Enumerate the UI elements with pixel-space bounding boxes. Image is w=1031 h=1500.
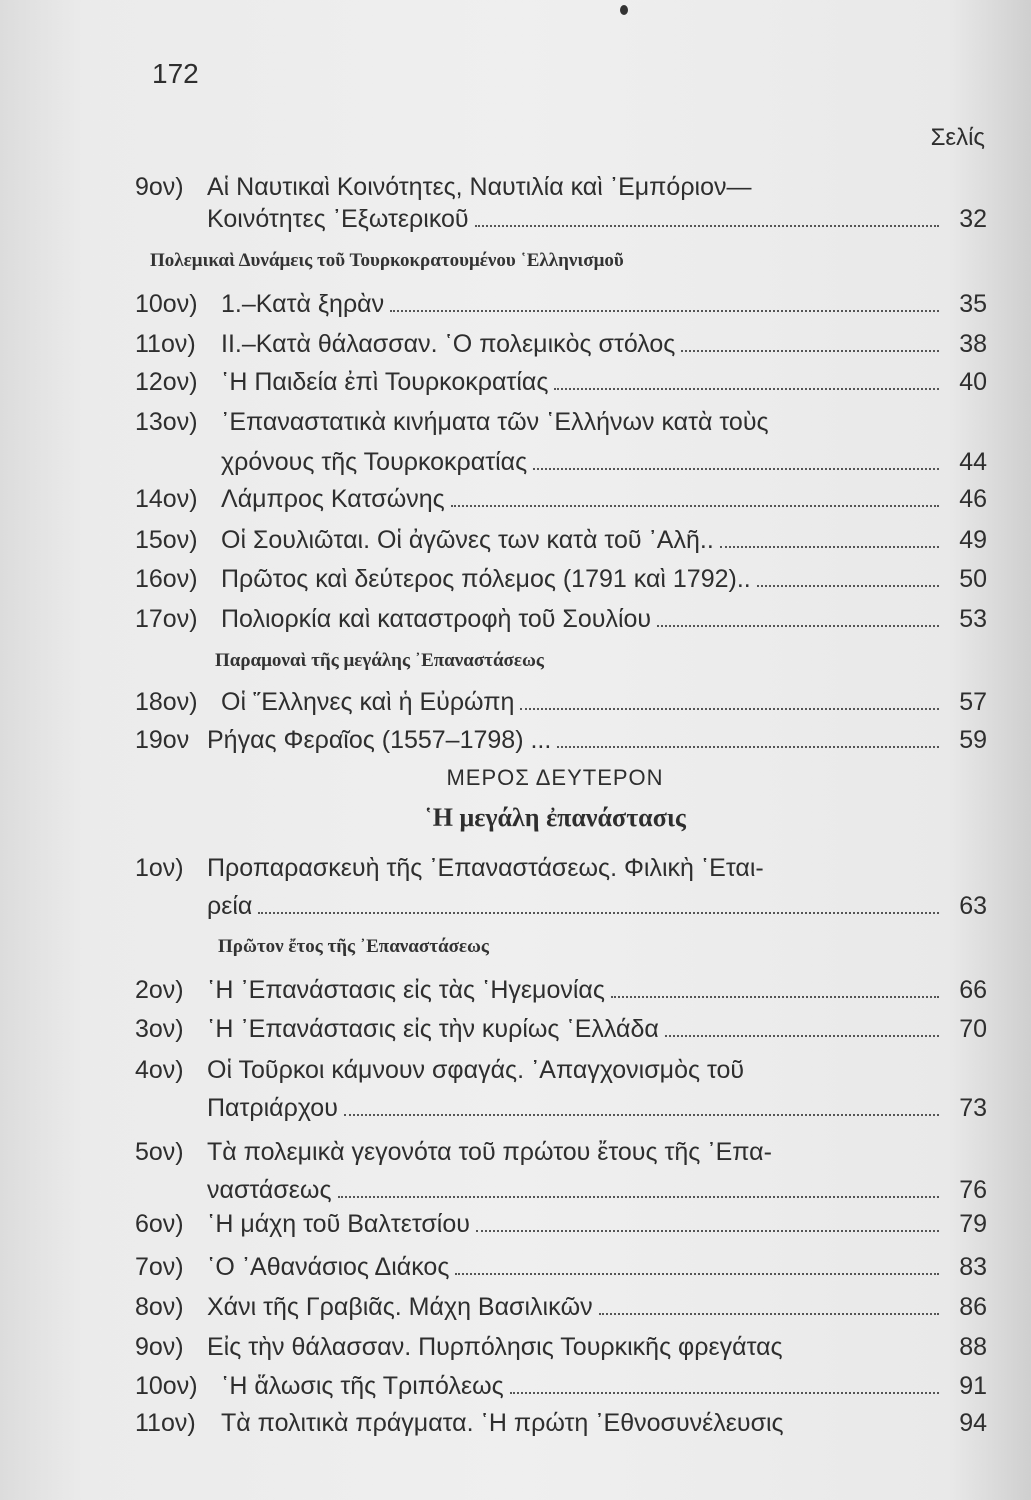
entry-number: 10ον) — [135, 290, 198, 318]
toc-entry[interactable] — [135, 849, 987, 883]
entry-number: 15ον) — [135, 526, 198, 554]
part-heading: ΜΕΡΟΣ ΔΕΥΤΕΡΟΝ — [446, 765, 664, 790]
entry-number: 9ον) — [135, 173, 184, 201]
entry-title-continuation: ναστάσεως — [207, 1176, 332, 1204]
toc-entry[interactable] — [135, 168, 987, 202]
dot-leader — [390, 310, 939, 312]
entry-number: 11ον) — [135, 330, 196, 358]
entry-title: Ρήγας Φεραῖος (1557–1798) ... — [207, 726, 552, 754]
entry-page: 49 — [959, 526, 987, 554]
toc-entry[interactable] — [135, 1288, 987, 1322]
toc-entry[interactable] — [135, 1010, 987, 1044]
entry-title: Πρῶτος καὶ δεύτερος πόλεμος (1791 καὶ 1792).. — [221, 565, 751, 593]
toc-entry[interactable] — [135, 1248, 987, 1282]
entry-page: 86 — [959, 1293, 987, 1321]
entry-number: 19ον — [135, 726, 190, 754]
entry-page: 40 — [959, 368, 987, 396]
dot-leader — [455, 1273, 939, 1275]
dot-leader — [720, 546, 939, 548]
toc-entry[interactable] — [135, 1205, 987, 1239]
dot-leader — [554, 388, 939, 390]
dot-leader — [510, 1392, 939, 1394]
entry-page: 46 — [959, 485, 987, 513]
entry-page: 66 — [959, 976, 987, 1004]
toc-entry-continuation[interactable] — [135, 200, 987, 234]
entry-page: 79 — [959, 1210, 987, 1238]
entry-number: 12ον) — [135, 368, 198, 396]
entry-title: ῾Η Παιδεία ἐπὶ Τουρκοκρατίας — [221, 368, 549, 396]
entry-title: ῾Η ἅλωσις τῆς Τριπόλεως — [221, 1372, 504, 1400]
entry-page: 88 — [959, 1333, 987, 1361]
dot-leader — [657, 625, 939, 627]
entry-page: 83 — [959, 1253, 987, 1281]
dot-leader — [520, 708, 939, 710]
entry-title: Πολιορκία καὶ καταστροφὴ τοῦ Σουλίου — [221, 605, 652, 633]
section-heading: Πολεμικαὶ Δυνάμεις τοῦ Τουρκοκρατουμένου ῾Ελληνισμοῦ — [150, 250, 624, 271]
toc-entry[interactable] — [135, 1404, 987, 1438]
entry-page: 63 — [959, 892, 987, 920]
toc-entry[interactable] — [135, 363, 987, 397]
ink-speck — [620, 5, 628, 15]
entry-title: Οἱ ῞Ελληνες καὶ ἡ Εὐρώπη — [221, 688, 515, 716]
toc-entry[interactable] — [135, 403, 987, 437]
dot-leader — [557, 746, 939, 748]
entry-title: Λάμπρος Κατσώνης — [221, 485, 445, 513]
entry-title: Οἱ Τοῦρκοι κάμνουν σφαγάς. ᾿Απαγχονισμὸς τοῦ — [207, 1056, 745, 1084]
entry-page: 91 — [959, 1372, 987, 1400]
entry-number: 16ον) — [135, 565, 198, 593]
entry-number: 13ον) — [135, 408, 198, 436]
entry-number: 14ον) — [135, 485, 198, 513]
entry-title: Χάνι τῆς Γραβιᾶς. Μάχη Βασιλικῶν — [207, 1293, 593, 1321]
toc-entry[interactable] — [135, 683, 987, 717]
toc-entry[interactable] — [135, 600, 987, 634]
toc-entry-continuation[interactable] — [135, 443, 987, 477]
dot-leader — [665, 1035, 939, 1037]
toc-entry-continuation[interactable] — [135, 1089, 987, 1123]
entry-page: 50 — [959, 565, 987, 593]
toc-entry[interactable] — [135, 1367, 987, 1401]
entry-number: 11ον) — [135, 1409, 196, 1437]
toc-entry[interactable] — [135, 285, 987, 319]
toc-entry[interactable] — [135, 1051, 987, 1085]
toc-entry-continuation[interactable] — [135, 887, 987, 921]
entry-title: ῾Η ᾿Επανάστασις εἰς τὴν κυρίως ῾Ελλάδα — [207, 1015, 659, 1043]
entry-title: ΙΙ.–Κατὰ θάλασσαν. ῾Ο πολεμικὸς στόλος — [221, 330, 676, 358]
dot-leader — [533, 468, 939, 470]
toc-entry[interactable] — [135, 1133, 987, 1167]
entry-title: Τὰ πολεμικὰ γεγονότα τοῦ πρώτου ἔτους τῆς ᾿Επα- — [207, 1138, 772, 1166]
dot-leader — [475, 225, 939, 227]
toc-entry[interactable] — [135, 480, 987, 514]
dot-leader — [476, 1230, 939, 1232]
entry-number: 9ον) — [135, 1333, 184, 1361]
dot-leader — [258, 912, 939, 914]
entry-title-continuation: χρόνους τῆς Τουρκοκρατίας — [221, 448, 528, 476]
entry-title: Προπαρασκευὴ τῆς ᾿Επαναστάσεως. Φιλικὴ ῾Εται- — [207, 854, 764, 882]
entry-page: 59 — [959, 726, 987, 754]
page-number: 172 — [152, 58, 199, 89]
entry-number: 4ον) — [135, 1056, 184, 1084]
entry-number: 18ον) — [135, 688, 198, 716]
entry-page: 76 — [959, 1176, 987, 1204]
dot-leader — [681, 350, 939, 352]
entry-number: 7ον) — [135, 1253, 184, 1281]
entry-title-continuation: Κοινότητες ᾿Εξωτερικοῦ — [207, 205, 469, 233]
toc-entry[interactable] — [135, 521, 987, 555]
page-column-header: Σελίς — [930, 124, 985, 151]
entry-title: ῾Η ᾿Επανάστασις εἰς τὰς ῾Ηγεμονίας — [207, 976, 605, 1004]
entry-page: 32 — [959, 205, 987, 233]
entry-page: 38 — [959, 330, 987, 358]
entry-title: Εἰς τὴν θάλασσαν. Πυρπόλησις Τουρκικῆς φρεγάτας — [207, 1333, 783, 1361]
dot-leader — [338, 1196, 940, 1198]
entry-page: 57 — [959, 688, 987, 716]
entry-title: Τὰ πολιτικὰ πράγματα. ῾Η πρώτη ᾿Εθνοσυνέλευσις — [221, 1409, 784, 1437]
entry-number: 5ον) — [135, 1138, 184, 1166]
entry-title: Αἱ Ναυτικαὶ Κοινότητες, Ναυτιλία καὶ ᾿Εμπόριον— — [207, 173, 752, 201]
entry-page: 44 — [959, 448, 987, 476]
dot-leader — [599, 1313, 939, 1315]
entry-title-continuation: Πατριάρχου — [207, 1094, 338, 1122]
entry-title: ῾Ο ᾿Αθανάσιος Διάκος — [207, 1253, 450, 1281]
entry-page: 35 — [959, 290, 987, 318]
dot-leader — [611, 996, 939, 998]
entry-title: ᾿Επαναστατικὰ κινήματα τῶν ῾Ελλήνων κατὰ τοὺς — [221, 408, 769, 436]
entry-number: 17ον) — [135, 605, 198, 633]
section-heading: Παραμοναὶ τῆς μεγάλης ᾿Επαναστάσεως — [215, 650, 544, 671]
dot-leader — [344, 1114, 939, 1116]
dot-leader — [757, 585, 939, 587]
entry-number: 3ον) — [135, 1015, 184, 1043]
entry-number: 8ον) — [135, 1293, 184, 1321]
toc-entry[interactable] — [135, 560, 987, 594]
entry-number: 10ον) — [135, 1372, 198, 1400]
entry-title: ῾Η μάχη τοῦ Βαλτετσίου — [207, 1210, 470, 1238]
toc-entry-continuation[interactable] — [135, 1171, 987, 1205]
toc-entry[interactable] — [135, 1328, 987, 1362]
part-title: ῾Η μεγάλη ἐπανάστασις — [424, 803, 686, 832]
section-heading: Πρῶτον ἔτος τῆς ᾿Επαναστάσεως — [218, 936, 489, 957]
entry-page: 53 — [959, 605, 987, 633]
toc-entry[interactable] — [135, 971, 987, 1005]
entry-title: 1.–Κατὰ ξηρὰν — [221, 290, 385, 318]
entry-title: Οἱ Σουλιῶται. Οἱ ἀγῶνες των κατὰ τοῦ ᾿Αλῆ.. — [221, 526, 714, 554]
toc-entry[interactable] — [135, 721, 987, 755]
entry-page: 70 — [959, 1015, 987, 1043]
toc-entry[interactable] — [135, 325, 987, 359]
entry-number: 1ον) — [135, 854, 184, 882]
entry-number: 2ον) — [135, 976, 184, 1004]
entry-number: 6ον) — [135, 1210, 184, 1238]
entry-page: 94 — [959, 1409, 987, 1437]
entry-page: 73 — [959, 1094, 987, 1122]
entry-title-continuation: ρεία — [207, 892, 253, 920]
dot-leader — [451, 505, 939, 507]
